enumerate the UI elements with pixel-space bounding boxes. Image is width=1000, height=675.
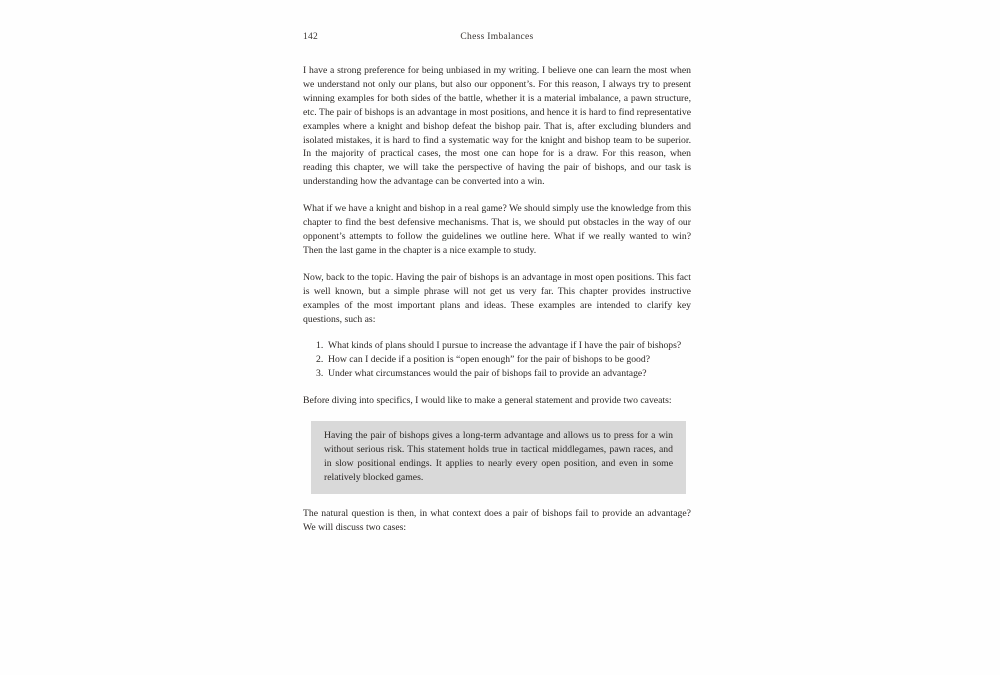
body-paragraph-1: I have a strong preference for being unbiased in my writing. I believe one can learn the most when we understand not only our plans, but also our opponent’s. For this reason, I always try to present winning examples for both sides of the battle, whether it is a material imbalance, a pawn structure, etc. The pair of bishops is an advantage in most positions, and hence it is hard to find representative examples where a knight and bishop defeat the bishop pair. That is, after excluding blunders and isolated mistakes, it is hard to find a systematic way for the knight and bishop team to be superior. In the majority of practical cases, the most one can hope for is a draw. For this reason, when reading this chapter, we will take the perspective of having the pair of bishops, and our task is understanding how the advantage can be converted into a win.	[303, 65, 691, 188]
running-head	[303, 32, 691, 48]
body-paragraph-2: What if we have a knight and bishop in a real game? We should simply use the knowledge from this chapter to find the best defensive mechanisms. That is, we should put obstacles in the way of our opponent’s attempts to follow the guidelines we outline here. What if we really wanted to win? Then the last game in the chapter is a nice example to study.	[303, 203, 691, 256]
body-paragraph-3: Now, back to the topic. Having the pair of bishops is an advantage in most open positions. This fact is well known, but a simple phrase will not get us very far. This chapter provides instructive examples of the most important plans and ideas. These examples are intended to clarify key questions, such as:	[303, 271, 691, 325]
callout-text: Having the pair of bishops gives a long-term advantage and allows us to press for a win without serious risk. This statement holds true in tactical middlegames, pawn races, and in slow positional endings. It applies to nearly every open position, and even in some relatively blocked games.	[324, 430, 673, 484]
closing-paragraph: The natural question is then, in what context does a pair of bishops fail to provide an advantage? We will discuss two cases:	[303, 508, 691, 534]
running-head-title: Chess Imbalances	[460, 32, 534, 42]
list-item: How can I decide if a position is “open enough” for the pair of bishops to be good?	[328, 354, 651, 366]
list-item: Under what circumstances would the pair of bishops fail to provide an advantage?	[328, 368, 647, 380]
question-list	[303, 339, 691, 381]
page-number: 142	[303, 32, 318, 42]
highlighted-callout-box	[311, 421, 686, 494]
callout-lead-in: Before diving into specifics, I would like to make a general statement and provide two caveats:	[303, 395, 672, 407]
text-column	[303, 64, 691, 535]
list-item: What kinds of plans should I pursue to increase the advantage if I have the pair of bishops?	[328, 340, 682, 352]
